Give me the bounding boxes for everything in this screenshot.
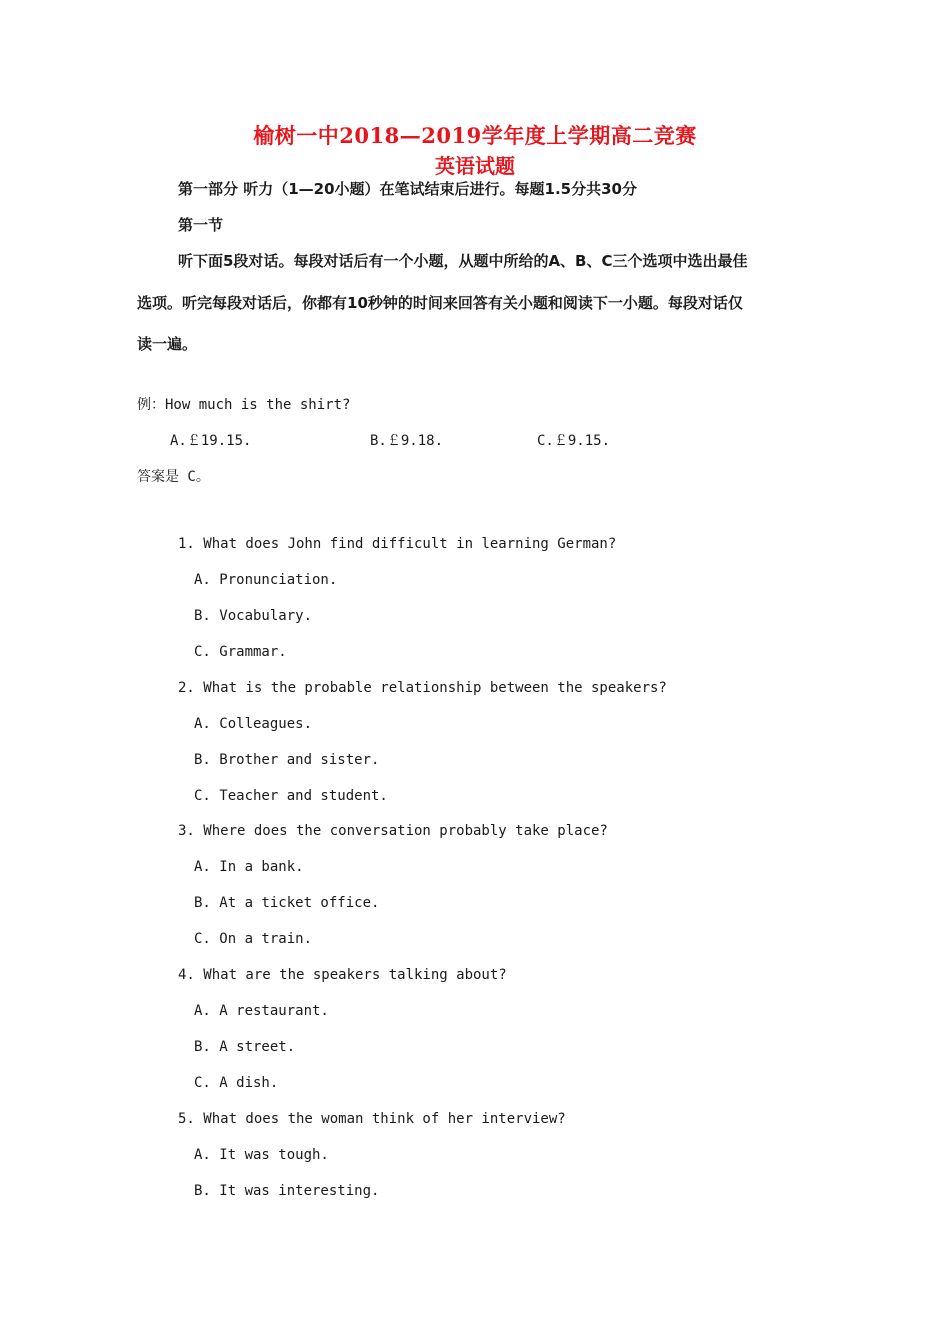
question-stem: 2. What is the probable relationship between the speakers? bbox=[178, 680, 667, 696]
example-option: B.￡9.18. bbox=[370, 433, 444, 449]
question-stem: 1. What does John find difficult in learning German? bbox=[178, 536, 617, 552]
question-stem: 3. Where does the conversation probably take place? bbox=[178, 823, 608, 839]
answer-option: C. A dish. bbox=[194, 1075, 279, 1091]
question-stem: 5. What does the woman think of her interview? bbox=[178, 1111, 566, 1127]
question-stem: 4. What are the speakers talking about? bbox=[178, 967, 507, 983]
answer-option: B. Brother and sister. bbox=[194, 752, 380, 768]
example-option: C.￡9.15. bbox=[537, 433, 611, 449]
section-heading: 第一节 bbox=[178, 216, 224, 234]
answer-option: B. A street. bbox=[194, 1039, 296, 1055]
answer-option: A. It was tough. bbox=[194, 1147, 329, 1163]
example-option: A.￡19.15. bbox=[170, 433, 252, 449]
answer-option: A. A restaurant. bbox=[194, 1003, 329, 1019]
answer-option: C. On a train. bbox=[194, 931, 313, 947]
answer-option: B. Vocabulary. bbox=[194, 608, 313, 624]
answer-option: A. Colleagues. bbox=[194, 716, 313, 732]
answer-option: B. At a ticket office. bbox=[194, 895, 380, 911]
answer-option: A. In a bank. bbox=[194, 859, 304, 875]
answer-option: C. Grammar. bbox=[194, 644, 287, 660]
part1-heading: 第一部分 听力（1—20小题）在笔试结束后进行。每题1.5分共30分 bbox=[178, 180, 637, 198]
answer-option: B. It was interesting. bbox=[194, 1183, 380, 1199]
example-question: 例：How much is the shirt? bbox=[137, 397, 351, 413]
document-subtitle: 英语试题 bbox=[435, 154, 515, 178]
answer-option: C. Teacher and student. bbox=[194, 788, 388, 804]
instruction-line: 选项。听完每段对话后，你都有10秒钟的时间来回答有关小题和阅读下一小题。每段对话仅 bbox=[137, 294, 743, 312]
instruction-line: 读一遍。 bbox=[137, 335, 198, 353]
example-answer: 答案是 C。 bbox=[137, 469, 210, 485]
instruction-line: 听下面5段对话。每段对话后有一个小题，从题中所给的A、B、C三个选项中选出最佳 bbox=[178, 252, 748, 270]
document-title: 榆树一中2018—2019学年度上学期高二竞赛 bbox=[253, 123, 697, 148]
answer-option: A. Pronunciation. bbox=[194, 572, 338, 588]
